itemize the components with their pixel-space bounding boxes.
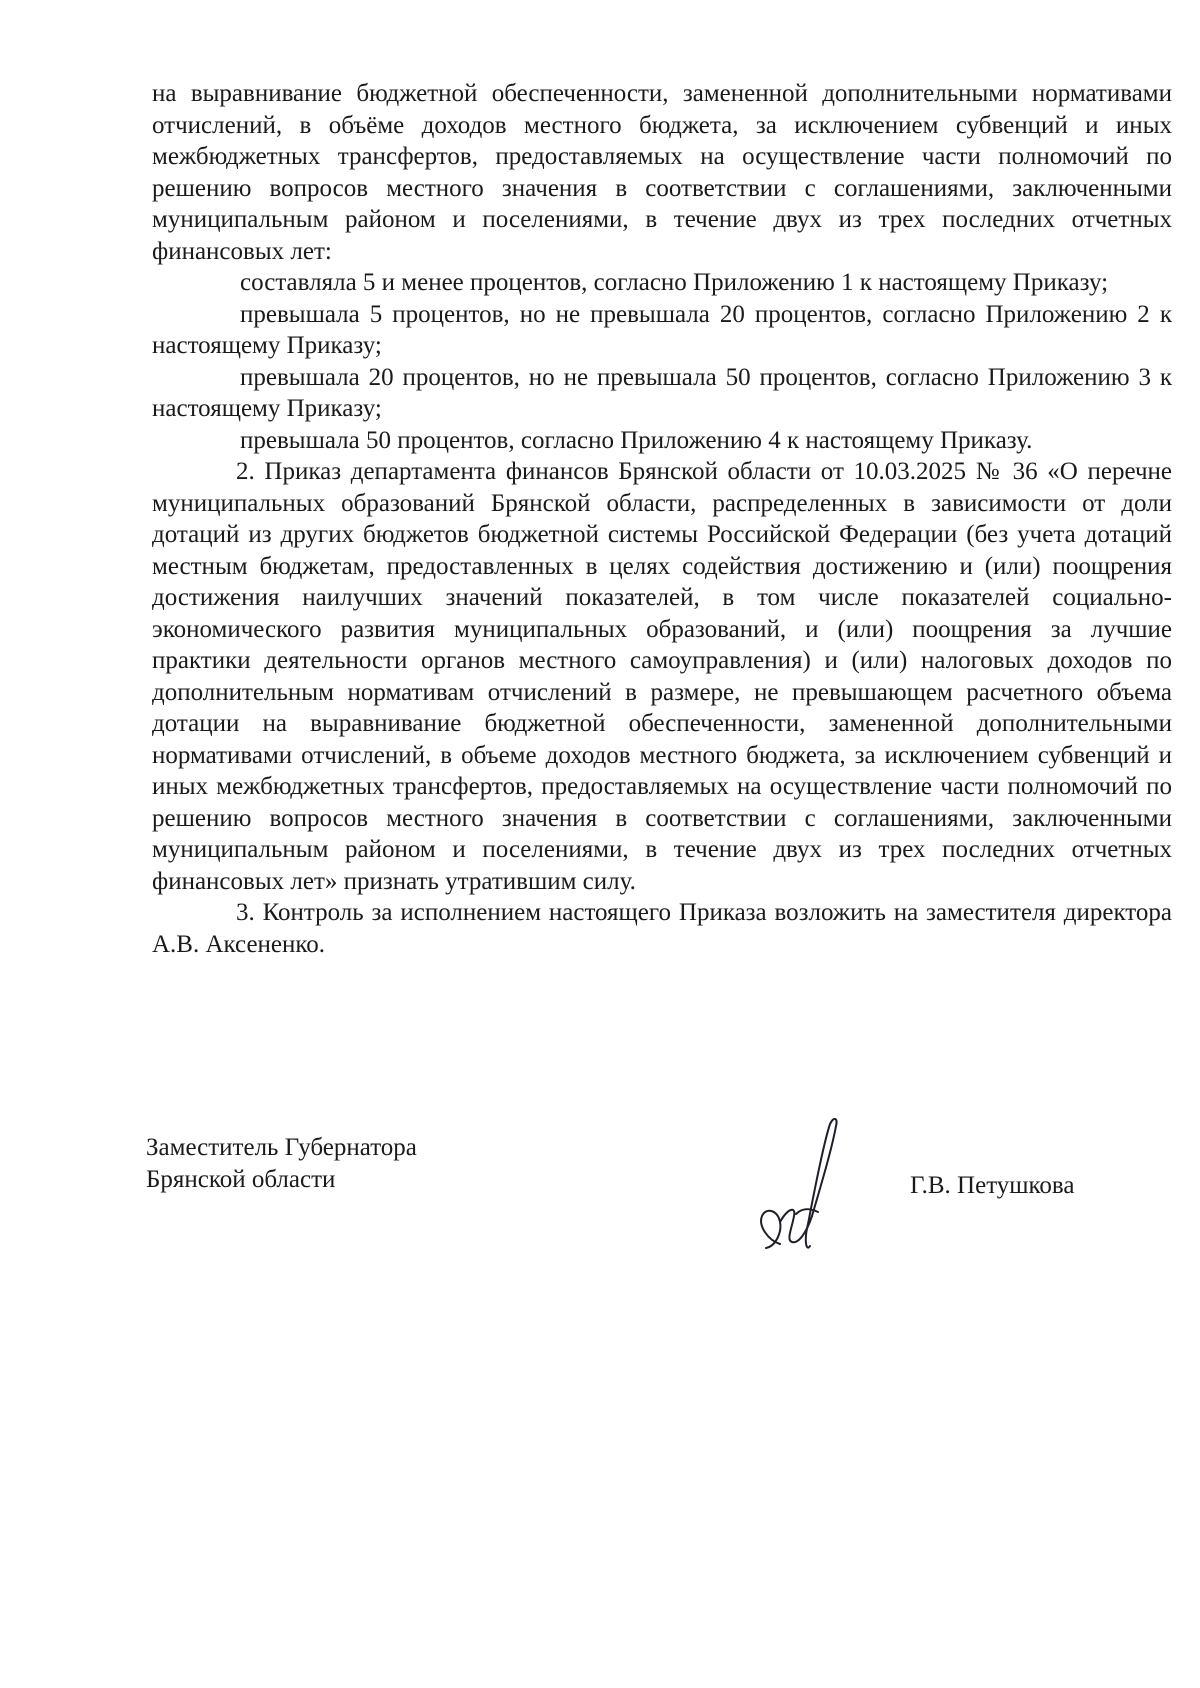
list-item-4: превышала 50 процентов, согласно Приложению 4 к настоящему Приказу.	[240, 426, 1033, 454]
handwritten-signature	[736, 1112, 846, 1262]
signatory-position-line-1: Заместитель Губернатора	[146, 1134, 417, 1161]
list-item-1: составляла 5 и менее процентов, согласно Приложению 1 к настоящему Приказу;	[240, 269, 1109, 296]
signatory-position-line-2: Брянской области	[146, 1166, 336, 1193]
clause-2-paragraph: 2. Приказ департамента финансов Брянской области от 10.03.2025 № 36 «О перечне муниципальных образований Брянской области, распределенных в зависимости от доли дотаций из других бюджетов бюджетной системы Российской Федерации (без учета дотаций местным бюджетам, предоставленных в целях содействия достижению и (или) поощрения достижения наилучших значений показателей, в том числе показателей социально-экономического развития муниципальных образований, и (или) поощрения за лучшие практики деятельности органов местного самоуправления) и (или) налоговых доходов по дополнительным нормативам отчислений в размере, не превышающем расчетного объема дотации на выравнивание бюджетной обеспеченности, замененной дополнительными нормативами отчислений, в объеме доходов местного бюджета, за исключением субвенций и иных межбюджетных трансфертов, предоставляемых на осуществление части полномочий по решению вопросов местного значения в соответствии с соглашениями, заключенными муниципальным районом и поселениями, в течение двух из трех последних отчетных финансовых лет» признать утратившим силу.	[152, 458, 1172, 895]
list-item-3: превышала 20 процентов, но не превышала 50 процентов, согласно Приложению 3 к настоящему Приказу;	[152, 363, 1172, 422]
clause-3-paragraph: 3. Контроль за исполнением настоящего Приказа возложить на заместителя директора А.В. Аксененко.	[152, 899, 1172, 958]
signatory-name: Г.В. Петушкова	[910, 1172, 1075, 1199]
list-item-2: превышала 5 процентов, но не превышала 20 процентов, согласно Приложению 2 к настоящему Приказу;	[152, 300, 1172, 359]
signatory-position	[146, 1132, 417, 1196]
intro-paragraph: на выравнивание бюджетной обеспеченности, замененной дополнительными нормативами отчислений, в объёме доходов местного бюджета, за исключением субвенций и иных межбюджетных трансфертов, предоставляемых на осуществление части полномочий по решению вопросов местного значения в соответствии с соглашениями, заключенными муниципальным районом и поселениями, в течение двух из трех последних отчетных финансовых лет:	[152, 80, 1172, 265]
document-body	[152, 78, 1172, 960]
